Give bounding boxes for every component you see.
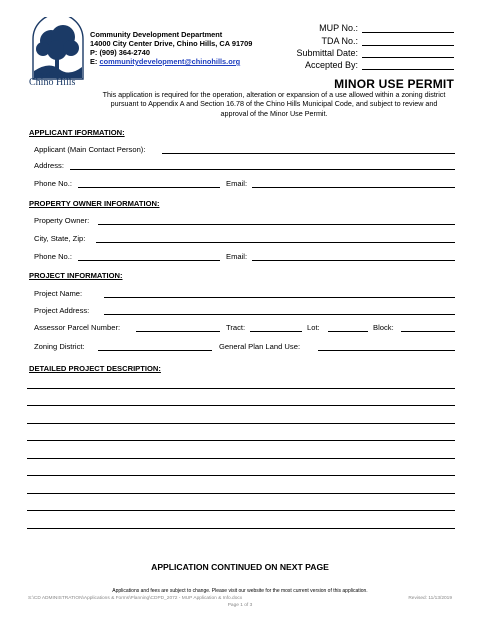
general-plan-label: General Plan Land Use: xyxy=(219,342,301,351)
zoning-label: Zoning District: xyxy=(34,342,85,351)
department-block xyxy=(90,30,252,66)
applicant-email-label: Email: xyxy=(226,179,248,188)
submittal-date-line[interactable] xyxy=(362,47,454,58)
department-email-link[interactable]: communitydevelopment@chinohills.org xyxy=(99,57,241,66)
owner-email-input[interactable] xyxy=(252,260,455,261)
fees-note: Applications and fees are subject to change. Please visit our website for the most current version of this application. xyxy=(112,588,368,594)
general-plan-input[interactable] xyxy=(318,350,455,351)
revised-date: Revised: 11/13/2019 xyxy=(408,596,452,601)
department-name: Community Development Department xyxy=(90,30,223,39)
applicant-email-input[interactable] xyxy=(252,187,455,188)
intro-text: This application is required for the operation, alteration or expansion of a use allowed within a zoning district pursuant to Appendix A and Section 16.78 of the Chino Hills Municipal Code, and subject to review and approval of the Minor Use Permit. xyxy=(102,90,446,118)
tract-input[interactable] xyxy=(250,331,302,332)
applicant-address-input[interactable] xyxy=(70,169,455,170)
tda-number-label: TDA No.: xyxy=(321,36,358,46)
project-name-input[interactable] xyxy=(104,297,455,298)
accepted-by-line[interactable] xyxy=(362,59,454,70)
document-path: S:\CD ADMINISTRATION\Applications & Forms\Planning\CDPD_2072 - MUP Application & Info.docx xyxy=(28,596,243,601)
department-email-row xyxy=(90,57,252,66)
department-phone: P: (909) 364-2740 xyxy=(90,48,150,57)
project-name-label: Project Name: xyxy=(34,289,83,298)
applicant-contact-label: Applicant (Main Contact Person): xyxy=(34,145,146,154)
project-address-input[interactable] xyxy=(104,314,455,315)
applicant-heading: APPLICANT IFORMATION: xyxy=(29,128,125,137)
owner-email-label: Email: xyxy=(226,252,248,261)
accepted-by-label: Accepted By: xyxy=(304,60,358,70)
description-line[interactable] xyxy=(27,458,455,459)
continued-notice: APPLICATION CONTINUED ON NEXT PAGE xyxy=(151,562,329,572)
applicant-contact-input[interactable] xyxy=(162,153,455,154)
parcel-number-label: Assessor Parcel Number: xyxy=(34,323,121,332)
owner-name-input[interactable] xyxy=(98,224,455,225)
applicant-phone-label: Phone No.: xyxy=(34,179,72,188)
zoning-input[interactable] xyxy=(98,350,212,351)
description-line[interactable] xyxy=(27,510,455,511)
description-line[interactable] xyxy=(27,475,455,476)
description-line[interactable] xyxy=(27,423,455,424)
submittal-date-field xyxy=(264,46,454,58)
mup-number-line[interactable] xyxy=(362,22,454,33)
email-prefix: E: xyxy=(90,57,98,66)
accepted-by-field xyxy=(264,58,454,70)
project-heading: PROJECT INFORMATION: xyxy=(29,271,123,280)
project-address-label: Project Address: xyxy=(34,306,90,315)
block-label: Block: xyxy=(373,323,394,332)
submittal-date-label: Submittal Date: xyxy=(296,48,358,58)
lot-input[interactable] xyxy=(328,331,368,332)
owner-phone-label: Phone No.: xyxy=(34,252,72,261)
tda-number-field xyxy=(264,34,454,46)
department-address: 14000 City Center Drive, Chino Hills, CA 91709 xyxy=(90,39,253,48)
city-logo xyxy=(29,17,87,93)
description-heading: DETAILED PROJECT DESCRIPTION: xyxy=(29,364,161,373)
applicant-phone-input[interactable] xyxy=(78,187,220,188)
logo-line1: City of xyxy=(35,72,51,78)
logo-line2: Chino Hills xyxy=(29,77,76,88)
page-title: MINOR USE PERMIT xyxy=(334,77,454,91)
owner-city-label: City, State, Zip: xyxy=(34,234,86,243)
parcel-number-input[interactable] xyxy=(136,331,220,332)
owner-phone-input[interactable] xyxy=(78,260,220,261)
description-line[interactable] xyxy=(27,440,455,441)
block-input[interactable] xyxy=(401,331,455,332)
mup-number-label: MUP No.: xyxy=(319,23,358,33)
owner-city-input[interactable] xyxy=(96,242,455,243)
tract-label: Tract: xyxy=(226,323,246,332)
page-number: Page 1 of 3 xyxy=(227,603,253,608)
description-line[interactable] xyxy=(27,388,455,389)
mup-number-field xyxy=(264,21,454,33)
applicant-address-label: Address: xyxy=(34,161,64,170)
owner-name-label: Property Owner: xyxy=(34,216,90,225)
tda-number-line[interactable] xyxy=(362,35,454,46)
owner-heading: PROPERTY OWNER INFORMATION: xyxy=(29,199,160,208)
description-line[interactable] xyxy=(27,528,455,529)
lot-label: Lot: xyxy=(307,323,320,332)
description-line[interactable] xyxy=(27,405,455,406)
description-line[interactable] xyxy=(27,493,455,494)
